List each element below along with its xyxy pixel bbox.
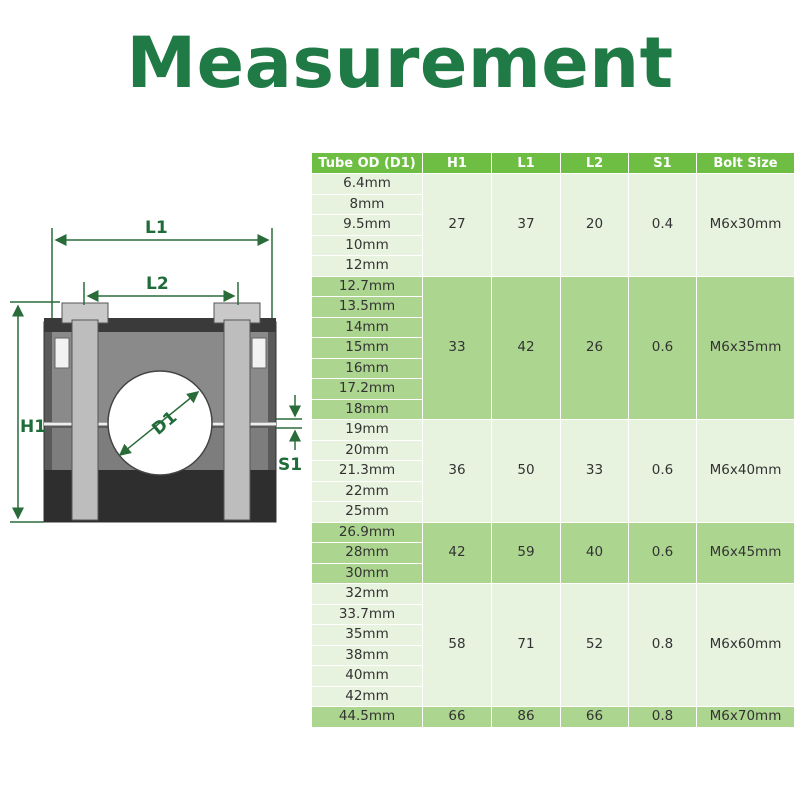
tube-od-cell: 44.5mm bbox=[312, 707, 423, 728]
l1-label: L1 bbox=[145, 218, 168, 238]
l1-cell: 37 bbox=[492, 174, 561, 277]
l1-cell: 71 bbox=[492, 584, 561, 707]
table-body bbox=[312, 174, 795, 728]
l1-cell: 42 bbox=[492, 276, 561, 420]
tube-od-cell: 14mm bbox=[312, 317, 423, 338]
tube-od-cell: 15mm bbox=[312, 338, 423, 359]
h1-cell: 58 bbox=[423, 584, 492, 707]
column-header: Tube OD (D1) bbox=[312, 153, 423, 174]
column-header: L1 bbox=[492, 153, 561, 174]
bolt-cell: M6x30mm bbox=[697, 174, 795, 277]
tube-od-cell: 9.5mm bbox=[312, 215, 423, 236]
tube-od-cell: 16mm bbox=[312, 358, 423, 379]
s1-cell: 0.6 bbox=[629, 522, 697, 584]
bolt-cell: M6x70mm bbox=[697, 707, 795, 728]
bolt-cell: M6x60mm bbox=[697, 584, 795, 707]
tube-od-cell: 30mm bbox=[312, 563, 423, 584]
tube-od-cell: 38mm bbox=[312, 645, 423, 666]
table-row bbox=[312, 420, 795, 441]
tube-od-cell: 20mm bbox=[312, 440, 423, 461]
table-row bbox=[312, 276, 795, 297]
tube-od-cell: 18mm bbox=[312, 399, 423, 420]
bolt-cell: M6x40mm bbox=[697, 420, 795, 523]
table-row bbox=[312, 707, 795, 728]
page-title: Measurement bbox=[126, 22, 674, 104]
table-row bbox=[312, 522, 795, 543]
clamp-body bbox=[44, 303, 276, 522]
l2-label: L2 bbox=[146, 274, 169, 294]
s1-label: S1 bbox=[278, 455, 303, 475]
l2-cell: 26 bbox=[561, 276, 629, 420]
clamp-diagram bbox=[0, 0, 310, 560]
h1-cell: 27 bbox=[423, 174, 492, 277]
l1-cell: 59 bbox=[492, 522, 561, 584]
spec-table bbox=[311, 152, 795, 728]
l2-cell: 52 bbox=[561, 584, 629, 707]
tube-od-cell: 22mm bbox=[312, 481, 423, 502]
table-row bbox=[312, 584, 795, 605]
tube-od-cell: 8mm bbox=[312, 194, 423, 215]
tube-od-cell: 12.7mm bbox=[312, 276, 423, 297]
tube-od-cell: 25mm bbox=[312, 502, 423, 523]
tube-od-cell: 12mm bbox=[312, 256, 423, 277]
l2-cell: 66 bbox=[561, 707, 629, 728]
s1-cell: 0.6 bbox=[629, 420, 697, 523]
table-header-row bbox=[312, 153, 795, 174]
d1-label: D1 bbox=[148, 407, 182, 440]
column-header: S1 bbox=[629, 153, 697, 174]
l2-cell: 20 bbox=[561, 174, 629, 277]
tube-od-cell: 17.2mm bbox=[312, 379, 423, 400]
l2-cell: 33 bbox=[561, 420, 629, 523]
tube-od-cell: 32mm bbox=[312, 584, 423, 605]
table-row bbox=[312, 174, 795, 195]
tube-od-cell: 26.9mm bbox=[312, 522, 423, 543]
s1-cell: 0.8 bbox=[629, 707, 697, 728]
s1-cell: 0.8 bbox=[629, 584, 697, 707]
tube-od-cell: 33.7mm bbox=[312, 604, 423, 625]
l1-cell: 86 bbox=[492, 707, 561, 728]
tube-od-cell: 42mm bbox=[312, 686, 423, 707]
h1-cell: 42 bbox=[423, 522, 492, 584]
tube-od-cell: 19mm bbox=[312, 420, 423, 441]
tube-od-cell: 10mm bbox=[312, 235, 423, 256]
tube-od-cell: 13.5mm bbox=[312, 297, 423, 318]
tube-od-cell: 28mm bbox=[312, 543, 423, 564]
bolt-cell: M6x35mm bbox=[697, 276, 795, 420]
tube-od-cell: 6.4mm bbox=[312, 174, 423, 195]
h1-cell: 36 bbox=[423, 420, 492, 523]
column-header: Bolt Size bbox=[697, 153, 795, 174]
l1-cell: 50 bbox=[492, 420, 561, 523]
tube-od-cell: 40mm bbox=[312, 666, 423, 687]
s1-cell: 0.4 bbox=[629, 174, 697, 277]
h1-label: H1 bbox=[20, 417, 47, 437]
s1-cell: 0.6 bbox=[629, 276, 697, 420]
h1-cell: 66 bbox=[423, 707, 492, 728]
bolt-cell: M6x45mm bbox=[697, 522, 795, 584]
column-header: H1 bbox=[423, 153, 492, 174]
tube-od-cell: 35mm bbox=[312, 625, 423, 646]
column-header: L2 bbox=[561, 153, 629, 174]
l2-cell: 40 bbox=[561, 522, 629, 584]
tube-od-cell: 21.3mm bbox=[312, 461, 423, 482]
h1-cell: 33 bbox=[423, 276, 492, 420]
